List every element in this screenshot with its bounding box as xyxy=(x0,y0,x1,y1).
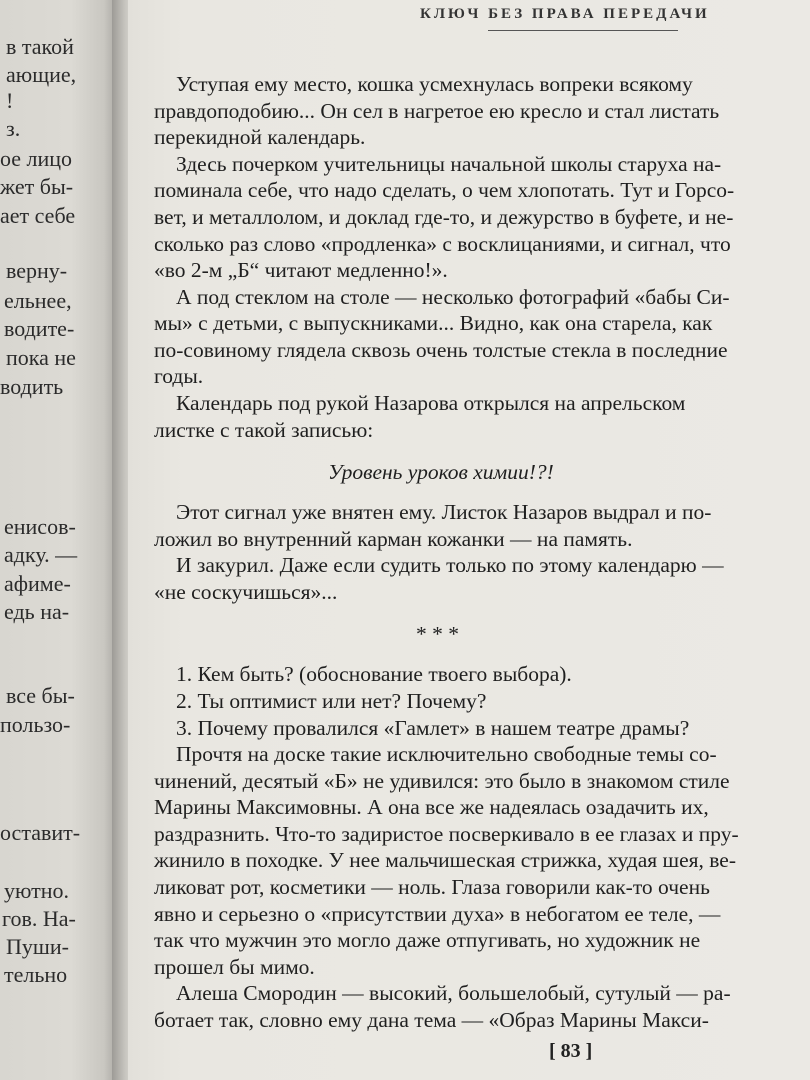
left-page-fragment: ельнее, xyxy=(4,288,72,313)
section-separator: * * * xyxy=(416,622,459,646)
left-page-fragment: в такой xyxy=(6,34,74,59)
body-line: явно и серьезно о «присутствии духа» в небогатом ее теле, — xyxy=(154,902,721,926)
body-line: раздразнить. Что-то задиристое посверкивало в ее глазах и пру- xyxy=(154,822,739,846)
left-page-fragment: ает себе xyxy=(0,203,76,228)
essay-topic: 3. Почему провалился «Гамлет» в нашем театре драмы? xyxy=(176,716,690,740)
body-line: Этот сигнал уже внятен ему. Листок Назаров выдрал и по- xyxy=(176,500,712,524)
left-page-fragment: гов. На- xyxy=(2,906,76,931)
body-line: «во 2-м „Б“ читают медленно!». xyxy=(154,258,448,282)
body-line: чинений, десятый «Б» не удивился: это было в знакомом стиле xyxy=(154,769,730,793)
left-page-fragment: ающие, xyxy=(6,62,77,87)
body-line: И закурил. Даже если судить только по этому календарю — xyxy=(176,553,724,577)
body-line: прошел бы мимо. xyxy=(154,955,315,979)
body-line: Календарь под рукой Назарова открылся на апрельском xyxy=(176,391,686,415)
left-page-fragment: все бы- xyxy=(6,683,75,708)
left-page-fragment: пока не xyxy=(6,345,76,370)
body-line: Алеша Смородин — высокий, большелобый, сутулый — ра- xyxy=(176,981,731,1005)
left-page-fragment: оставит- xyxy=(0,820,81,845)
left-page-fragment: енисов- xyxy=(4,514,76,539)
body-line: Уступая ему место, кошка усмехнулась вопреки всякому xyxy=(176,72,693,96)
left-page-fragment: едь на- xyxy=(4,599,70,624)
body-line: Прочтя на доске такие исключительно свободные темы со- xyxy=(176,742,717,766)
body-line: сколько раз слово «продленка» с восклицаниями, и сигнал, что xyxy=(154,232,731,256)
left-page-fragment: з. xyxy=(6,116,21,141)
body-line: вет, и металлолом, и доклад где-то, и дежурство в буфете, и не- xyxy=(154,205,734,229)
body-line: поминала себе, что надо сделать, о чем хлопотать. Тут и Горсо- xyxy=(154,178,735,202)
body-line: годы. xyxy=(154,364,204,388)
body-line: перекидной календарь. xyxy=(154,125,366,149)
left-page-fragment: водите- xyxy=(4,316,75,341)
body-line: «не соскучишься»... xyxy=(154,580,338,604)
body-line: Марины Максимовны. А она все же надеялась озадачить их, xyxy=(154,795,709,819)
body-line: по-совиному глядела сквозь очень толстые стекла в последние xyxy=(154,338,728,362)
body-line: Здесь почерком учительницы начальной школы старуха на- xyxy=(176,152,722,176)
left-page-fragment: афиме- xyxy=(4,571,71,596)
italic-note: Уровень уроков химии!?! xyxy=(328,460,554,484)
essay-topic: 2. Ты оптимист или нет? Почему? xyxy=(176,689,487,713)
essay-topic: 1. Кем быть? (обоснование твоего выбора). xyxy=(176,662,572,686)
body-line: ботает так, словно ему дана тема — «Образ Марины Макси- xyxy=(154,1008,709,1032)
book-page xyxy=(128,0,810,1080)
page-number: [ 83 ] xyxy=(549,1040,593,1062)
left-page-fragment: адку. — xyxy=(4,542,78,567)
body-line: правдоподобию... Он сел в нагретое ею кресло и стал листать xyxy=(154,99,720,123)
body-line: жинило в походке. У нее мальчишеская стрижка, худая шея, ве- xyxy=(154,848,737,872)
body-line: А под стеклом на столе — несколько фотографий «бабы Си- xyxy=(176,285,730,309)
left-page-fragment: уютно. xyxy=(4,878,70,903)
running-head-rule xyxy=(488,30,678,31)
body-line: мы» с детьми, с выпускниками... Видно, как она старела, как xyxy=(154,311,713,335)
left-page-fragment: Пуши- xyxy=(6,934,69,959)
body-line: так что мужчин это могло даже отпугивать, но художник не xyxy=(154,928,701,952)
body-line: ложил во внутренний карман кожанки — на память. xyxy=(154,527,633,551)
body-line: листке с такой записью: xyxy=(154,418,374,442)
left-page-fragment: водить xyxy=(0,374,64,399)
left-page-fragment: верну- xyxy=(6,258,68,283)
body-line: ликоват рот, косметики — ноль. Глаза говорили как-то очень xyxy=(154,875,710,899)
left-page-fragment: ! xyxy=(6,88,14,113)
left-page-fragment: ое лицо xyxy=(0,146,73,171)
left-page-fragment: жет бы- xyxy=(0,174,74,199)
left-facing-page xyxy=(0,0,118,1080)
left-page-fragment: пользо- xyxy=(0,712,71,737)
left-page-fragment: тельно xyxy=(4,962,68,987)
running-head: КЛЮЧ БЕЗ ПРАВА ПЕРЕДАЧИ xyxy=(420,6,710,22)
